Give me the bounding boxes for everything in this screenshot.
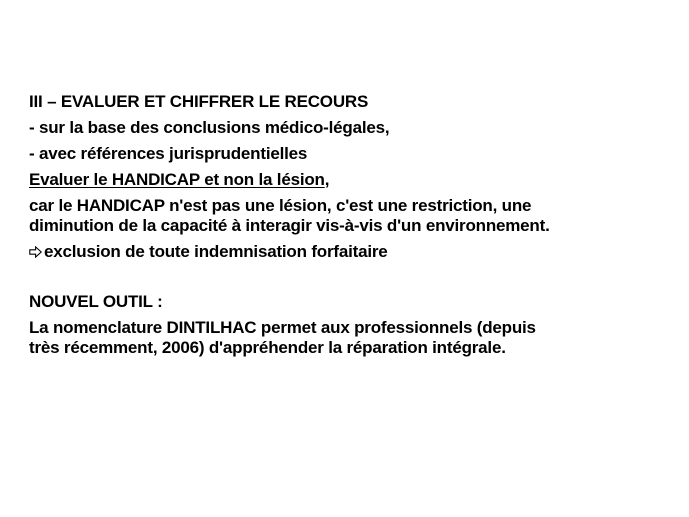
bullet-medico-legal: - sur la base des conclusions médico-légales,: [29, 118, 390, 137]
nomenclature-line-1: La nomenclature DINTILHAC permet aux professionnels (depuis: [29, 318, 536, 337]
exclusion-text: exclusion de toute indemnisation forfaitaire: [44, 242, 388, 261]
evaluate-handicap-underlined: Evaluer le HANDICAP et non la lésion: [29, 170, 325, 189]
evaluate-handicap-comma: ,: [324, 170, 330, 189]
handicap-definition-line-2: diminution de la capacité à interagir vis-à-vis d'un environnement.: [29, 216, 550, 235]
new-tool-heading: NOUVEL OUTIL :: [29, 292, 163, 311]
nomenclature-paragraph: [29, 318, 669, 358]
evaluate-handicap-line: [29, 170, 669, 190]
outline-right-arrow-icon: [29, 246, 42, 258]
nomenclature-line-2: très récemment, 2006) d'appréhender la réparation intégrale.: [29, 338, 506, 357]
exclusion-line: [29, 242, 669, 262]
bullet-jurisprudence: - avec références jurisprudentielles: [29, 144, 308, 163]
section-heading: III – EVALUER ET CHIFFRER LE RECOURS: [29, 92, 369, 111]
handicap-definition-line-1: car le HANDICAP n'est pas une lésion, c'est une restriction, une: [29, 196, 532, 215]
handicap-definition: [29, 196, 669, 236]
slide-content: [29, 92, 669, 358]
